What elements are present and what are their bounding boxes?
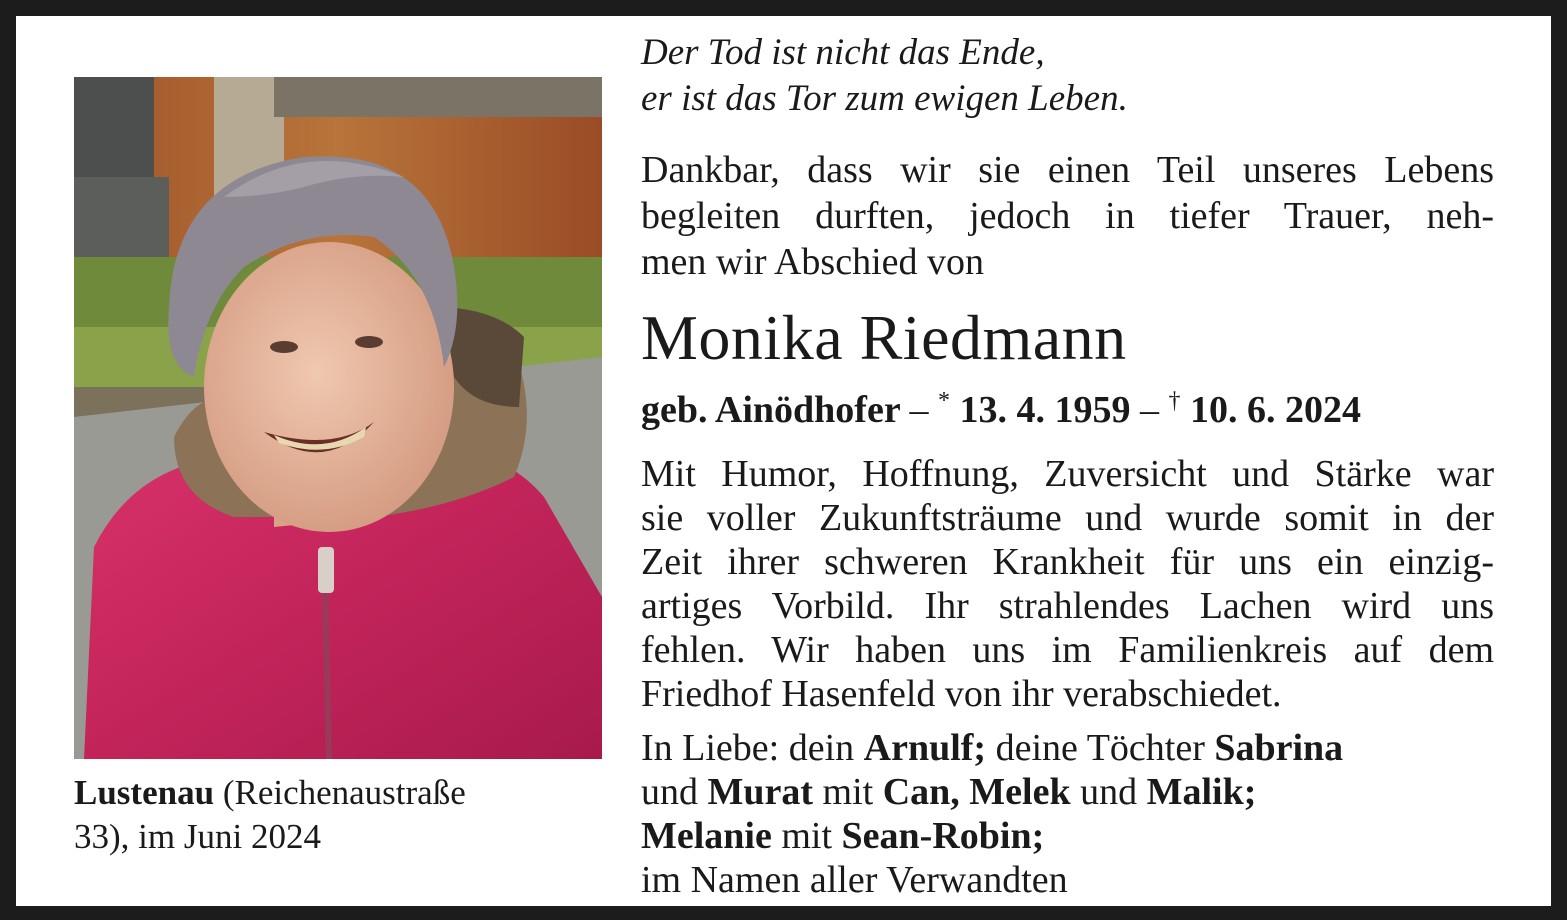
family-text: deine Töchter — [986, 727, 1215, 769]
dash-2: – — [1140, 389, 1160, 431]
died-symbol: † — [1168, 388, 1181, 414]
dash-1: – — [909, 389, 929, 431]
family-line-4: im Namen aller Verwandten — [641, 859, 1068, 901]
family-text: mit — [771, 815, 842, 857]
family-text: und — [1070, 771, 1147, 813]
family-line-2 — [641, 770, 1494, 814]
tribute-line-5: fehlen. Wir haben uns im Familienkreis auf dem — [641, 629, 1494, 671]
life-dates — [641, 377, 1361, 434]
family-text: und — [641, 771, 708, 813]
quote-line-2: er ist das Tor zum ewigen Leben. — [641, 78, 1128, 119]
tribute-line-2: sie voller Zukunftsträume und wurde somit in der — [641, 497, 1494, 539]
caption-place: Lustenau — [74, 773, 215, 812]
caption-address: (Reichenaustraße — [214, 773, 466, 812]
intro-text — [641, 147, 1494, 285]
intro-line-1: Dankbar, dass wir sie einen Teil unseres Lebens — [641, 149, 1494, 191]
birth-date: 13. 4. 1959 — [959, 389, 1131, 431]
born-symbol: * — [938, 388, 951, 414]
family-member: Murat — [707, 771, 814, 813]
photo-caption — [74, 771, 602, 859]
family-text: In Liebe: dein — [641, 727, 864, 769]
family-member: Malik; — [1146, 771, 1257, 813]
tribute-line-6: Friedhof Hasenfeld von ihr verabschiedet. — [641, 673, 1282, 715]
portrait-photo — [74, 77, 602, 759]
family-member: Sabrina — [1214, 727, 1344, 769]
tribute-line-3: Zeit ihrer schweren Krankheit für uns ein einzig- — [641, 541, 1494, 583]
family-member: Arnulf; — [863, 727, 987, 769]
family-member: Can, Melek — [882, 771, 1071, 813]
memorial-quote — [641, 30, 1494, 122]
birth-name: geb. Ainödhofer — [641, 389, 901, 431]
family-member: Sean-Robin; — [841, 815, 1045, 857]
family-signature — [641, 726, 1494, 902]
tribute-line-4: artiges Vorbild. Ihr strahlendes Lachen wird uns — [641, 585, 1494, 627]
intro-line-2: begleiten durften, jedoch in tiefer Trauer, neh- — [641, 195, 1494, 237]
family-text: mit — [813, 771, 883, 813]
family-member: Melanie — [641, 815, 772, 857]
portrait-illustration — [74, 77, 602, 759]
family-line-3 — [641, 814, 1494, 858]
quote-line-1: Der Tod ist nicht das Ende, — [641, 32, 1045, 73]
deceased-name: Monika Riedmann — [641, 302, 1127, 373]
tribute-text — [641, 452, 1494, 716]
tribute-line-1: Mit Humor, Hoffnung, Zuversicht und Stärke war — [641, 453, 1494, 495]
caption-date: 33), im Juni 2024 — [74, 817, 321, 856]
family-line-1 — [641, 726, 1494, 770]
intro-line-3: men wir Abschied von — [641, 241, 985, 283]
death-date: 10. 6. 2024 — [1190, 389, 1362, 431]
